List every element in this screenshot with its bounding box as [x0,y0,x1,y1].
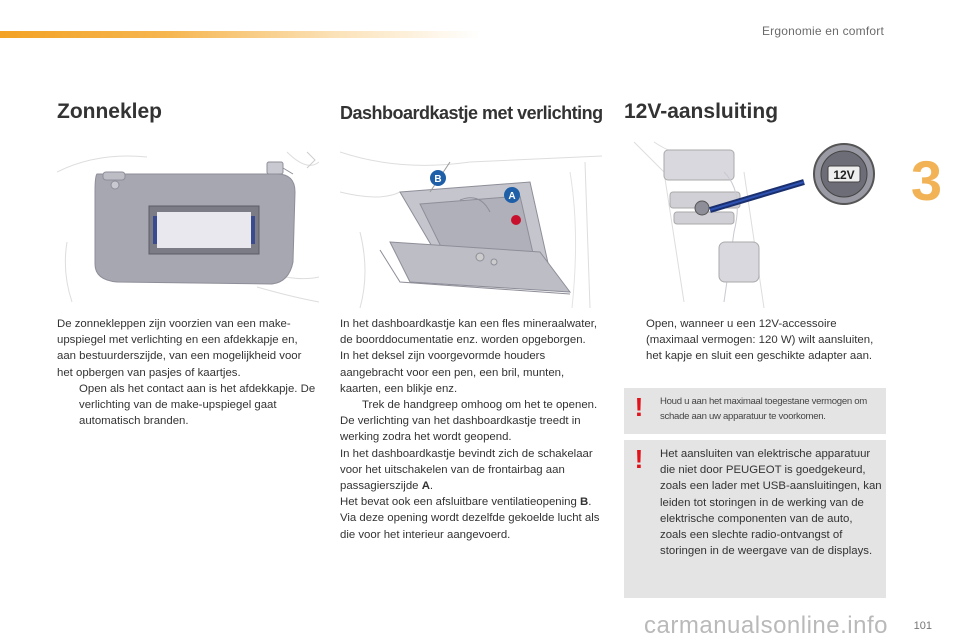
dash-bullet [340,397,602,413]
dash-para-4: In het dashboardkastje bevindt zich de schakelaar voor het uitschakelen van de frontairbag aan passagierszijde A. [340,447,593,493]
section-title: Ergonomie en comfort [761,24,884,38]
warning-box-peugeot [624,440,886,598]
sun-visor-illustration [57,132,319,308]
zonneklep-bullet [57,381,319,430]
watermark: carmanualsonline.info [644,612,888,639]
label-b-badge [430,170,446,186]
socket-label: 12V [833,168,855,182]
dash-bullet-text: Trek de handgreep omhoog om het te openen. [362,399,598,412]
warning-power-text: Houd u aan het maximaal toegestane vermogen om schade aan uw apparatuur te voorkomen. [660,396,867,422]
zonneklep-text [57,316,319,429]
dash-para-5: Het bevat ook een afsluitbare ventilatieopening B. Via deze opening wordt dezelfde gekoelde lucht als die voor het interieur aangevoerd. [340,496,600,541]
dash-para-1: In het dashboardkastje kan een fles mineraalwater, de boorddocumentatie enz. worden opgeborgen. [340,318,598,347]
dash-para-3: De verlichting van het dashboardkastje treedt in werking zodra het wordt geopend. [340,415,581,444]
zonneklep-intro: De zonnekleppen zijn voorzien van een make-upspiegel met verlichting en een afdekkapje en, aan bestuurderszijde, van een mogelijkheid voor het opbergen van pasjes of kaartjes. [57,318,302,379]
zonneklep-bullet-text: Open als het contact aan is het afdekkapje. De verlichting van de make-upspiegel gaat automatisch branden. [79,382,316,428]
dash-para-2: In het deksel zijn voorgevormde houders aangebracht voor een pen, een bril, munten, kaarten, een blikje enz. [340,350,565,395]
warning-peugeot-text: Het aansluiten van elektrische apparatuur die niet door PEUGEOT is goedgekeurd, zoals een lader met USB-aansluitingen, kan leiden tot storingen in de werking van de elektrische componenten van de auto, zoals een slechte radio-ontvangst of storingen in de weergave van de displays. [660,448,882,558]
header-accent-bar [0,31,480,38]
aansluiting-bullet-text: Open, wanneer u een 12V-accessoire (maximaal vermogen: 120 W) wilt aansluiten, het kapje en sluit een geschikte adapter aan. [646,318,874,363]
aansluiting-text [624,316,886,365]
heading-12v-aansluiting: 12V-aansluiting [624,100,779,123]
chapter-number: 3 [910,149,942,212]
label-a-badge [504,187,520,203]
warning-exclamation-icon: ! [634,392,644,422]
page-number: 101 [913,620,932,632]
label-b: B [434,174,442,185]
heading-zonneklep: Zonneklep [57,100,163,123]
aansluiting-bullet [624,316,886,365]
label-a: A [508,191,516,202]
dashboardkastje-text [340,316,602,543]
heading-dashboardkastje: Dashboardkastje met verlichting [340,103,603,123]
warning-exclamation-icon: ! [634,444,644,474]
warning-box-power [624,388,886,434]
12v-socket-illustration [624,132,886,308]
glovebox-illustration [340,132,602,308]
